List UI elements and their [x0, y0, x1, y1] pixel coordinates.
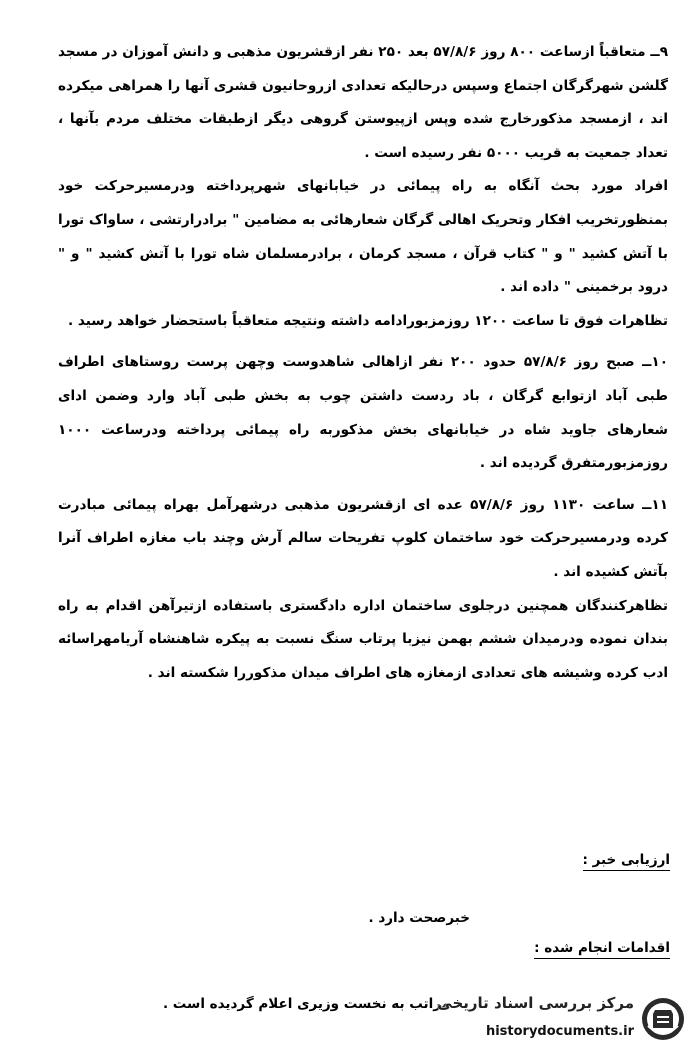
actions-value: مراتب به نخست وزیری اعلام گردیده است .: [162, 996, 450, 1012]
paragraph-continuation: افراد مورد بحث آنگاه به راه پیمائی در خیابانهای شهرپرداخته ودرمسیرحرکت خود بمنظورتخریب افکار وتحریک اهالی گرگان شعارهائی به مضامین " برادرارتشی ، ساواک تورا با آتش کشید " و " کتاب قرآن ، مسجد کرمان ، برادرمسلمان شاه تورا با آتش کشید " و " درود برخمینی " داده اند .: [58, 178, 668, 296]
paragraph-item-11: ۱۱ــ ساعت ۱۱۳۰ روز ۵۷/۸/۶ عده ای ازقشریون مذهبی درشهرآمل بهراه پیمائی مبادرت کرده ودرمسیرحرکت خود ساختمان کلوپ تفریحات سالم آرش وچند باب مغازه اطراف آنرا بآتش کشیده اند .: [58, 496, 668, 580]
archive-seal-icon: [640, 996, 686, 1042]
actions-value-row: [163, 996, 450, 1012]
evaluation-value: خبرصحت دارد .: [368, 910, 470, 926]
watermark-url[interactable]: historydocuments.ir: [485, 1024, 634, 1039]
actions-row: [170, 940, 670, 959]
paragraph-continuation: تظاهرکنندگان همچنین درجلوی ساختمان اداره دادگستری باستفاده ازتیرآهن اقدام به راه بندان نموده ودرمیدان ششم بهمن نیزبا پرتاب سنگ نسبت به پیکره شاهنشاه آریامهراسائه ادب کرده وشیشه های تعدادی ازمغازه های اطراف میدان مذکوررا شکسته اند .: [58, 597, 668, 681]
evaluation-row: [170, 852, 670, 871]
paragraph-item-9: ۹ــ متعاقباً ازساعت ۸۰۰ روز ۵۷/۸/۶ بعد ۲۵۰ نفر ازقشریون مذهبی و دانش آموزان در مسجد گلشن شهرگرگان اجتماع وسپس درحالیکه تعدادی ازروحانیون قشری آنها را همراهی میکرده اند ، ازمسجد مذکورخارج شده وپس ازپیوستن گروهی دیگر ازطبقات مختلف مردم بآنها ، تعداد جمعیت به قریب ۵۰۰۰ نفر رسیده است .: [58, 44, 668, 161]
watermark-title: مرکز بررسی اسناد تاریخی: [437, 994, 634, 1012]
actions-label: اقدامات انجام شده :: [534, 940, 670, 959]
paragraph-item-10: ۱۰ــ صبح روز ۵۷/۸/۶ حدود ۲۰۰ نفر ازاهالی شاهدوست وچهن پرست روستاهای اطراف طبی آباد ازتوابع گرگان ، باد ردست داشتن چوب به بخش طبی آباد وارد وضمن ادای شعارهای جاوید شاه در خیابانهای بخش مذکوربه راه پیمائی پرداخته ودرساعت ۱۰۰۰ روزمزبورمتفرق گردیده اند .: [58, 354, 669, 472]
evaluation-value-row: [369, 910, 471, 926]
document-body: [58, 36, 668, 690]
watermark: [437, 990, 686, 1052]
evaluation-label: ارزیابی خبر :: [583, 852, 670, 871]
paragraph-continuation: تظاهرات فوق تا ساعت ۱۲۰۰ روزمزبورادامه داشته ونتیجه متعاقباً باستحضار خواهد رسید .: [67, 312, 668, 329]
